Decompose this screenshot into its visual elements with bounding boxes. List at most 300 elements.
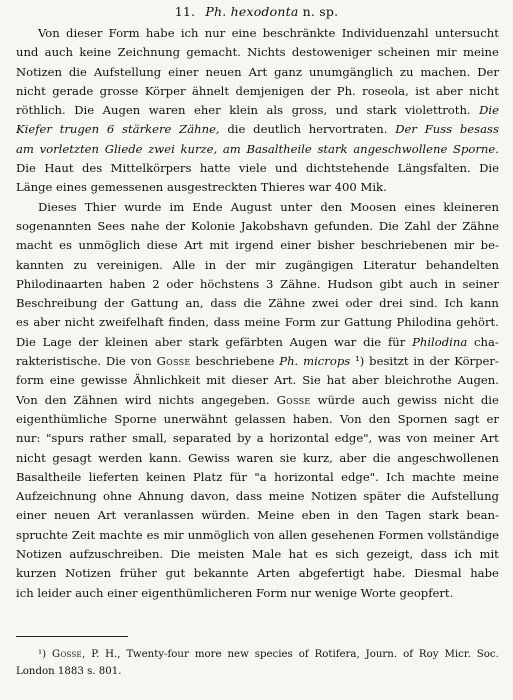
word: eine <box>49 373 75 388</box>
word: der <box>78 334 99 349</box>
word: microps <box>303 354 351 369</box>
body-line <box>16 526 499 545</box>
word: Beschreibung <box>16 296 98 311</box>
word: später <box>363 489 401 504</box>
word: eines <box>404 199 436 214</box>
word: gewisse <box>80 373 128 388</box>
word: die <box>407 489 426 504</box>
word: Soc. <box>476 649 499 660</box>
word: veranlassen <box>123 508 194 523</box>
word: roseola, <box>362 83 409 98</box>
body-line <box>16 82 499 101</box>
word: oder <box>166 276 194 291</box>
word: Individuenzahl <box>341 26 429 40</box>
word: aber <box>33 315 61 330</box>
word: den <box>368 411 391 426</box>
word: nur: <box>16 431 41 446</box>
word: Die <box>479 103 499 118</box>
word: Gattung <box>344 315 392 330</box>
word: auch <box>409 276 438 291</box>
word: im <box>169 199 185 214</box>
word: klein <box>229 103 258 118</box>
word: Basaltheile <box>16 469 82 484</box>
word: die <box>227 122 246 137</box>
word: gut <box>165 566 186 581</box>
word: Zeichnung <box>117 45 180 60</box>
word: Diesmal <box>414 566 462 581</box>
word: trugen <box>59 122 100 137</box>
body-line <box>16 333 499 352</box>
word: Ahnung <box>138 489 184 504</box>
word: wird <box>124 392 152 407</box>
word: Mittelkörpers <box>110 161 192 176</box>
word: meine <box>462 45 499 60</box>
word: horizontal <box>274 469 334 484</box>
word: beschriebenen <box>360 238 448 253</box>
word: a <box>256 431 264 446</box>
word: als <box>266 103 284 118</box>
word: und <box>275 161 298 176</box>
word: unmöglich <box>78 238 141 253</box>
word: Alle <box>172 257 196 272</box>
word: von <box>406 431 428 446</box>
word: habe <box>145 26 175 40</box>
word: angeschwollenen <box>397 450 499 465</box>
word: ¹) <box>38 649 47 660</box>
word: der <box>225 257 246 272</box>
word: nur <box>204 26 226 40</box>
word: dass <box>210 296 237 311</box>
word: separated <box>172 431 232 446</box>
word: haben. <box>292 411 333 426</box>
word: machen. <box>420 64 471 79</box>
word: davon, <box>190 489 230 504</box>
word: Zähne <box>268 296 306 311</box>
word: sogenannten <box>16 218 92 233</box>
word: Sporne. <box>453 141 499 156</box>
word: Journ. <box>365 649 398 660</box>
word: habe. <box>373 566 406 581</box>
word: hat <box>288 547 308 562</box>
word: by <box>237 431 252 446</box>
word: zur <box>320 315 340 330</box>
word: lieferten <box>88 469 139 484</box>
word: besitzt <box>369 354 409 369</box>
word: Von <box>16 392 38 407</box>
word: in <box>413 354 425 369</box>
word: Gosse, <box>52 649 86 660</box>
word: eben <box>301 508 331 523</box>
word: nicht <box>16 450 46 465</box>
word: in <box>444 276 456 291</box>
word: es <box>59 238 72 253</box>
word: Ähnlichkeit <box>133 373 201 388</box>
word: Die <box>74 103 95 118</box>
body-line <box>16 352 499 371</box>
word: Augen. <box>457 373 499 388</box>
word: nahe <box>130 218 160 233</box>
word: war <box>333 334 357 349</box>
word: Platz <box>193 469 223 484</box>
word: angeschwollene <box>353 141 448 156</box>
word: bisher <box>317 238 355 253</box>
word: macht <box>16 238 53 253</box>
word: form <box>16 373 44 388</box>
word: Die <box>16 161 36 176</box>
word: dass <box>213 315 240 330</box>
body-line <box>16 371 499 390</box>
word: demjenigen <box>235 83 305 98</box>
word: nichts <box>158 392 195 407</box>
word: Die <box>16 334 36 349</box>
word: auch <box>44 45 74 60</box>
body-line <box>16 217 499 236</box>
word: ähnelt <box>191 83 230 98</box>
word: Notizen <box>65 566 112 581</box>
word: Zahl <box>404 218 431 233</box>
word: und <box>16 45 39 60</box>
word: es <box>146 527 160 542</box>
word: Ich <box>386 469 405 484</box>
footnote-line <box>16 646 499 663</box>
section-heading <box>0 4 513 19</box>
word: horizontal <box>269 431 329 446</box>
body-line <box>16 236 499 255</box>
word: rather <box>89 431 127 446</box>
word: Thier <box>84 199 117 214</box>
word: den <box>356 508 379 523</box>
footnote-rule <box>16 636 128 637</box>
word: die <box>363 334 382 349</box>
word: abgefertigt <box>298 566 365 581</box>
word: H., <box>105 649 121 660</box>
word: Jakobshavn <box>240 218 309 233</box>
word: den <box>320 199 343 214</box>
word: Augen <box>289 334 328 349</box>
word: drei <box>379 296 403 311</box>
word: cha- <box>474 334 499 349</box>
word: species <box>254 649 293 660</box>
body-line <box>16 140 499 159</box>
word: gibt <box>379 276 403 291</box>
word: Zähne. <box>280 276 321 291</box>
word: Von <box>38 26 60 40</box>
word: sie <box>279 450 297 465</box>
word: Kolonie <box>191 218 236 233</box>
body-line <box>16 487 499 506</box>
word: der <box>310 83 331 98</box>
word: August <box>230 199 273 214</box>
word: Sporne <box>114 411 157 426</box>
word: stärkere <box>122 122 172 137</box>
word: Aufstellung <box>431 489 499 504</box>
word: meine <box>268 489 305 504</box>
word: vollständige <box>427 527 499 542</box>
word: mit <box>209 238 229 253</box>
word: zu <box>399 64 414 79</box>
word: die <box>243 296 262 311</box>
word: Zähne <box>462 218 499 233</box>
word: und <box>335 103 359 118</box>
word: zwei <box>311 296 339 311</box>
word: von <box>130 354 152 369</box>
word: vorletzten <box>39 141 99 156</box>
word: kleineren <box>443 199 499 214</box>
word: zugängigen <box>285 257 354 272</box>
word: Der <box>395 122 417 137</box>
word: Gattung <box>130 296 179 311</box>
word: edge". <box>341 469 379 484</box>
word: angegeben. <box>201 392 270 407</box>
body-line <box>16 564 499 583</box>
word: Twenty-four <box>126 649 189 660</box>
word: kurze, <box>180 141 218 156</box>
word: Tagen <box>385 508 422 523</box>
word: bean- <box>466 508 499 523</box>
word: aber <box>351 373 379 388</box>
footnote <box>16 646 499 680</box>
word: Die <box>105 354 126 369</box>
word: Ph. <box>279 354 299 369</box>
word: keinen <box>146 469 186 484</box>
word: Male <box>251 547 282 562</box>
word: Gosse <box>276 392 311 407</box>
word: eher <box>193 103 221 118</box>
word: Von <box>339 411 362 426</box>
word: vereinigen. <box>96 257 163 272</box>
word: 2 <box>152 276 160 291</box>
body-line <box>16 545 499 564</box>
word: more <box>194 649 222 660</box>
word: mir <box>453 238 475 253</box>
word: einer <box>168 64 199 79</box>
word: Art <box>97 508 117 523</box>
word: Art <box>480 431 499 446</box>
word: Die <box>378 218 399 233</box>
word: Notizen <box>16 64 62 79</box>
body-line <box>16 294 499 313</box>
word: gerade <box>52 83 94 98</box>
word: mit <box>479 547 499 562</box>
word: behandelten <box>425 257 499 272</box>
body-line <box>16 159 499 178</box>
word: hatte <box>199 161 231 176</box>
word: Literatur <box>363 257 417 272</box>
word: ohne <box>103 489 132 504</box>
word: new <box>227 649 249 660</box>
word: deutlich <box>253 122 301 137</box>
word: meiner <box>433 431 475 446</box>
word: be- <box>480 238 499 253</box>
text-run: Länge eines gemessenen ausgestreckten Thieres war 400 Mik. <box>16 180 387 195</box>
word: beschränkte <box>262 26 336 40</box>
word: hat <box>326 373 346 388</box>
word: Notizen <box>310 489 357 504</box>
word: Nichts <box>247 45 286 60</box>
word: Art. <box>273 373 297 388</box>
word: stark <box>428 508 459 523</box>
species-name: Ph. hexodonta <box>205 4 299 19</box>
word: meine <box>244 315 281 330</box>
body-line <box>16 256 499 275</box>
word: dieser <box>66 26 103 40</box>
word: stark <box>366 103 397 118</box>
word: violettroth. <box>405 103 471 118</box>
word: oder <box>345 296 373 311</box>
word: die <box>372 450 391 465</box>
word: Form <box>108 26 140 40</box>
word: keine <box>79 45 112 60</box>
word: dieser <box>231 373 268 388</box>
word: Hudson <box>327 276 373 291</box>
word: Philodina <box>412 334 468 349</box>
body-line <box>16 468 499 487</box>
word: für <box>229 469 247 484</box>
word: röthlich. <box>16 103 66 118</box>
body-line <box>16 506 499 525</box>
word: Rotifera, <box>314 649 360 660</box>
word: finden, <box>168 315 210 330</box>
word: viele <box>238 161 267 176</box>
word: bekannte <box>193 566 249 581</box>
word: Sees <box>97 218 125 233</box>
word: dichtstehende <box>305 161 390 176</box>
word: Körper <box>144 83 186 98</box>
word: stark <box>317 141 348 156</box>
word: zu <box>73 257 88 272</box>
body-line <box>16 449 499 468</box>
word: dass <box>235 489 263 504</box>
word: Die <box>479 161 499 176</box>
word: Ende <box>192 199 223 214</box>
word: Philodina <box>396 315 452 330</box>
word: allen <box>278 527 308 542</box>
word: 6 <box>106 122 115 137</box>
word: Spornen <box>397 411 448 426</box>
word: am <box>222 141 241 156</box>
word: gefärbten <box>225 334 283 349</box>
word: edge", <box>334 431 373 446</box>
word: sich <box>335 547 360 562</box>
word: Roy <box>418 649 439 660</box>
word: Zeit <box>71 527 96 542</box>
body-line <box>16 101 499 120</box>
body-line <box>16 313 499 332</box>
text-run: London 1883 s. 801. <box>16 666 122 677</box>
word: Gewiss <box>188 450 230 465</box>
word: zwei <box>148 141 175 156</box>
word: ganz <box>274 64 303 79</box>
word: kurzen <box>16 566 57 581</box>
word: der <box>429 354 450 369</box>
word: der <box>104 296 124 311</box>
word: mir <box>163 527 184 542</box>
word: gehört. <box>456 315 499 330</box>
word: was <box>377 431 401 446</box>
word: machte <box>412 469 456 484</box>
word: 3 <box>266 276 274 291</box>
word: mir <box>255 257 276 272</box>
word: Lage <box>42 334 72 349</box>
word: Aufzeichnung <box>16 489 97 504</box>
word: Zähne, <box>179 122 220 137</box>
body-line <box>16 63 499 82</box>
word: einer <box>16 508 47 523</box>
word: Die <box>170 547 191 562</box>
word: der <box>436 218 457 233</box>
word: eine <box>231 26 257 40</box>
body-line <box>16 198 499 217</box>
word: zweifelhaft <box>99 315 164 330</box>
body-line <box>16 120 499 139</box>
word: seiner <box>462 276 499 291</box>
body-line <box>16 275 499 294</box>
word: haben <box>109 276 146 291</box>
word: höchstens <box>199 276 260 291</box>
word: Sie <box>302 373 321 388</box>
word: eigenthümliche <box>16 411 108 426</box>
body-line <box>16 24 499 43</box>
word: auch <box>361 392 391 407</box>
word: dass <box>420 547 447 562</box>
word: Art <box>184 238 203 253</box>
word: kannten <box>16 257 64 272</box>
word: ¹) <box>355 354 365 369</box>
word: Aufstellung <box>93 64 162 79</box>
body-line <box>16 178 499 197</box>
word: untersucht <box>434 26 499 40</box>
word: Gliede <box>104 141 143 156</box>
word: an, <box>185 296 204 311</box>
word: unumgänglich <box>308 64 393 79</box>
word: of <box>403 649 413 660</box>
word: den <box>44 392 67 407</box>
word: habe <box>470 566 499 581</box>
word: in <box>337 508 349 523</box>
word: Fuss <box>424 122 453 137</box>
word: "spurs <box>46 431 84 446</box>
word: destoweniger <box>291 45 372 60</box>
word: kurz, <box>302 450 333 465</box>
word: nicht <box>469 83 499 98</box>
footnote-line <box>16 663 499 680</box>
word: von <box>253 527 275 542</box>
word: mit <box>206 373 226 388</box>
text-run: ich leider auch einer eigenthümlicheren Form nur wenige Worte geopfert. <box>16 585 454 600</box>
word: Ph. <box>336 83 356 98</box>
word: neuen <box>53 508 91 523</box>
word: Formen <box>378 527 424 542</box>
word: für <box>387 334 406 349</box>
word: irgend <box>235 238 274 253</box>
word: meisten <box>197 547 245 562</box>
word: unter <box>280 199 313 214</box>
word: er <box>486 411 499 426</box>
word: Notizen <box>16 547 62 562</box>
word: beschriebene <box>195 354 275 369</box>
word: würde <box>317 392 355 407</box>
word: Moosen <box>350 199 397 214</box>
body-line <box>16 410 499 429</box>
word: scheinen <box>377 45 431 60</box>
word: sind. <box>409 296 438 311</box>
word: wurde <box>124 199 162 214</box>
word: gelassen <box>234 411 286 426</box>
word: ist <box>415 83 430 98</box>
word: meine <box>463 469 499 484</box>
word: würden. <box>201 508 250 523</box>
word: bleichrothe <box>384 373 452 388</box>
